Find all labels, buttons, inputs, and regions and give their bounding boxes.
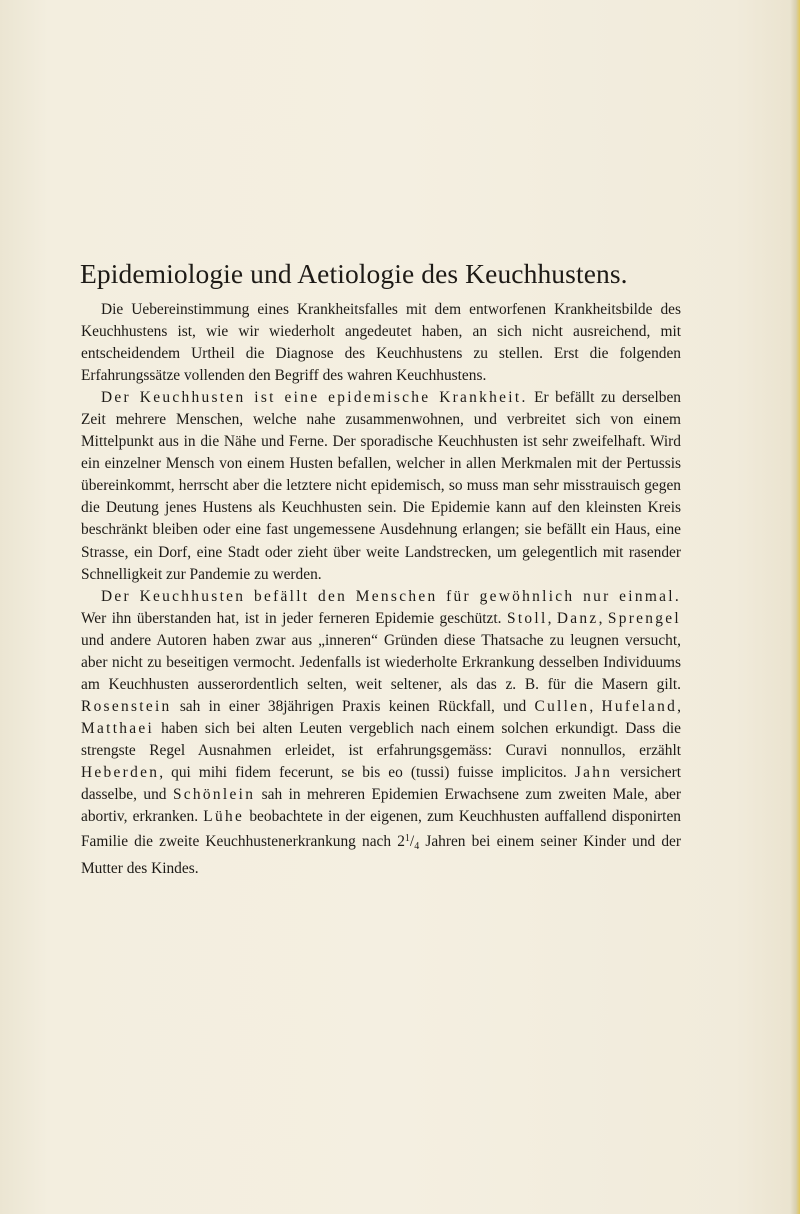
paragraph-2-text: Er befällt zu derselben Zeit mehrere Menschen, welche nahe zusammenwohnen, und verbreitet sich von einem Mittelpunkt aus in die Nähe und Ferne. Der sporadische Keuchhusten ist sehr zweifelhaft. Wird ein einzelner Mensch von einem Husten befallen, welcher in allen Merkmalen mit der Pertussis übereinkommt, herrscht aber die letztere nicht epidemisch, so muss man sehr misstrauisch gegen die Deutung jenes Hustens als Keuchhusten sein. Die Epidemie kann auf den kleinsten Kreis beschränkt bleiben oder eine fast ungemessene Ausdehnung erlangen; sie befällt ein Haus, eine Strasse, ein Dorf, eine Stadt oder zieht über weite Landstrecken, um gelegentlich mit rasender Schnelligkeit zur Pandemie zu werden.: [81, 389, 681, 583]
author-name: Sprengel: [607, 609, 681, 627]
emphasized-thesis-1: Der Keuchhusten ist eine epidemische Krankheit.: [101, 389, 528, 407]
text-run: versichert dasselbe, und: [81, 763, 681, 804]
emphasized-thesis-2: Der Keuchhusten befällt den Menschen für gewöhnlich nur einmal.: [101, 587, 681, 605]
text-run: ,: [598, 609, 608, 627]
text-run: ,: [677, 697, 681, 715]
fraction-denominator: 4: [414, 841, 420, 853]
author-name: Stoll: [506, 609, 548, 627]
fraction-numerator: 1: [404, 833, 410, 845]
section-heading: Epidemiologie und Aetiologie des Keuchhustens.: [80, 258, 628, 289]
page-edge: [790, 0, 800, 1214]
author-name: Danz: [556, 609, 599, 627]
text-run: Wer ihn überstanden hat, ist in jeder ferneren Epidemie geschützt.: [81, 609, 507, 627]
author-name: Schönlein: [172, 786, 256, 804]
author-name: Cullen: [534, 697, 590, 715]
text-run: sah in einer 38jährigen Praxis keinen Rückfall, und: [171, 697, 535, 715]
text-run: , qui mihi fidem fecerunt, se bis eo (tussi) fuisse implicitos.: [159, 763, 575, 781]
fraction-slash: /: [409, 833, 415, 851]
author-name: Lühe: [203, 808, 245, 826]
body-text: [81, 299, 681, 880]
text-run: ,: [589, 697, 602, 715]
author-name: Jahn: [574, 763, 613, 781]
author-name: Hufeland: [601, 697, 678, 715]
text-run: Jahren bei einem seiner Kinder und der Mutter des Kindes.: [81, 833, 682, 878]
paragraph-2: [81, 387, 681, 585]
author-name: Rosenstein: [81, 697, 172, 715]
paragraph-1: Die Uebereinstimmung eines Krankheitsfalles mit dem entworfenen Krankheitsbilde des Keuchhustens ist, wie wir wiederholt angedeutet haben, an sich nicht ausreichend, mit entscheidendem Urtheil die Diagnose des Keuchhustens zu stellen. Erst die folgenden Erfahrungssätze vollenden den Begriff des wahren Keuchhustens.: [81, 301, 681, 385]
text-run: sah in mehreren Epidemien Erwachsene zum zweiten Male, aber abortiv, erkranken.: [81, 786, 681, 826]
author-name: Matthaei: [81, 719, 155, 737]
text-run: und andere Autoren haben zwar aus „inneren“ Gründen diese Thatsache zu leugnen versucht, aber nicht zu beseitigen vermocht. Jedenfalls ist wiederholte Erkrankung desselben Individuums am Keuchhusten ausserordentlich selten, weit seltener, als das z. B. für die Masern gilt.: [81, 631, 681, 693]
text-run: beobachtete in der eigenen, zum Keuchhusten auffallend disponirten Familie die zweite Keuchhustenerkrankung nach 2: [81, 808, 681, 851]
text-run: ,: [547, 609, 557, 627]
paragraph-3: [81, 586, 681, 881]
author-name: Heberden: [81, 763, 160, 781]
text-run: haben sich bei alten Leuten vergeblich nach einem solchen erkundigt. Dass die strengste Regel Ausnahmen erleidet, ist erfahrungsgemäss: Curavi nonnullos, erzählt: [81, 719, 681, 759]
